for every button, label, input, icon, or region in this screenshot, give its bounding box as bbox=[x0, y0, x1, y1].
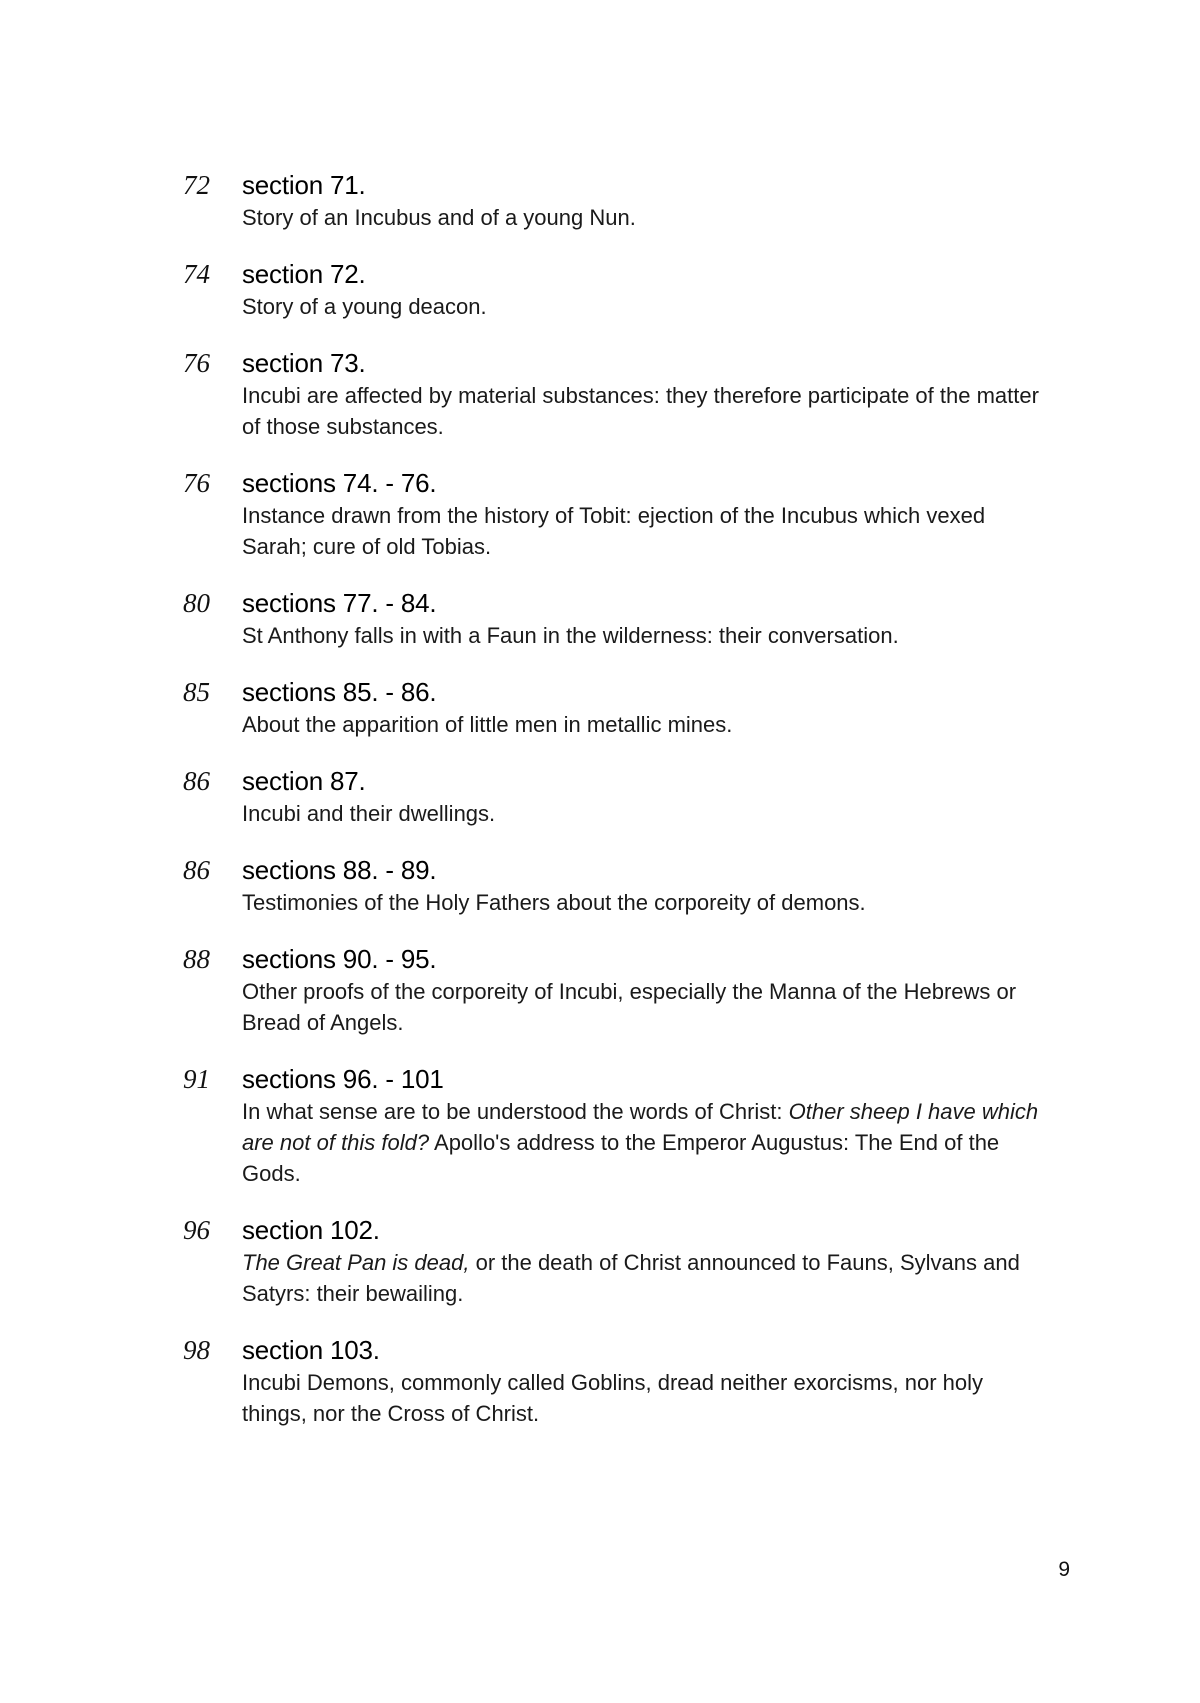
toc-entry bbox=[0, 764, 1200, 829]
section-heading: sections 77. - 84. bbox=[242, 588, 437, 618]
description-text: Story of an Incubus and of a young Nun. bbox=[242, 205, 636, 230]
description-text: Incubi are affected by material substances: they therefore participate of the matter of those substances. bbox=[242, 383, 1039, 439]
description-text: Testimonies of the Holy Fathers about the corporeity of demons. bbox=[242, 890, 866, 915]
entry-body bbox=[242, 853, 1042, 918]
section-heading: section 73. bbox=[242, 348, 366, 378]
toc-entry bbox=[0, 853, 1200, 918]
toc-entry bbox=[0, 1333, 1200, 1429]
entry-body bbox=[242, 346, 1042, 442]
toc-entry bbox=[0, 1062, 1200, 1189]
toc-entry bbox=[0, 675, 1200, 740]
section-description bbox=[242, 798, 1042, 829]
toc-entry bbox=[0, 257, 1200, 322]
page-reference: 86 bbox=[183, 766, 210, 796]
section-heading: sections 96. - 101 bbox=[242, 1064, 444, 1094]
toc-entry bbox=[0, 168, 1200, 233]
quoted-phrase: The Great Pan is dead, bbox=[242, 1250, 470, 1275]
section-description bbox=[242, 709, 1042, 740]
description-text: Incubi Demons, commonly called Goblins, dread neither exorcisms, nor holy things, nor the Cross of Christ. bbox=[242, 1370, 983, 1426]
section-description bbox=[242, 620, 1042, 651]
description-text: Instance drawn from the history of Tobit: ejection of the Incubus which vexed Sarah; cure of old Tobias. bbox=[242, 503, 986, 559]
section-heading: sections 90. - 95. bbox=[242, 944, 437, 974]
table-of-contents bbox=[0, 168, 1200, 1453]
section-heading: section 87. bbox=[242, 766, 366, 796]
section-heading: section 103. bbox=[242, 1335, 380, 1365]
description-text: Apollo's address to the Emperor Augustus: The End of the Gods. bbox=[242, 1130, 1000, 1186]
section-description bbox=[242, 202, 1042, 233]
quoted-scripture: Other sheep I have which are not of this fold? bbox=[242, 1099, 1039, 1155]
page-reference: 80 bbox=[183, 588, 210, 618]
section-description bbox=[242, 887, 1042, 918]
section-description bbox=[242, 1096, 1042, 1189]
page-reference: 96 bbox=[183, 1215, 210, 1245]
entry-body bbox=[242, 942, 1042, 1038]
page-reference: 85 bbox=[183, 677, 210, 707]
entry-body bbox=[242, 1333, 1042, 1429]
entry-body bbox=[242, 1062, 1042, 1189]
toc-entry bbox=[0, 586, 1200, 651]
entry-body bbox=[242, 168, 1042, 233]
entry-body bbox=[242, 257, 1042, 322]
page-reference: 76 bbox=[183, 468, 210, 498]
section-description bbox=[242, 1247, 1042, 1309]
entry-body bbox=[242, 586, 1042, 651]
section-heading: section 71. bbox=[242, 170, 366, 200]
description-text: Incubi and their dwellings. bbox=[242, 801, 496, 826]
page-reference: 74 bbox=[183, 259, 210, 289]
section-description bbox=[242, 380, 1042, 442]
description-text: Other proofs of the corporeity of Incubi, especially the Manna of the Hebrews or Bread of Angels. bbox=[242, 979, 1017, 1035]
toc-entry bbox=[0, 942, 1200, 1038]
description-text: Story of a young deacon. bbox=[242, 294, 487, 319]
section-description bbox=[242, 291, 1042, 322]
section-heading: sections 74. - 76. bbox=[242, 468, 437, 498]
entry-body bbox=[242, 1213, 1042, 1309]
page-reference: 86 bbox=[183, 855, 210, 885]
toc-entry bbox=[0, 346, 1200, 442]
description-text: or the death of Christ announced to Fauns, Sylvans and Satyrs: their bewailing. bbox=[242, 1250, 1020, 1306]
page-reference: 98 bbox=[183, 1335, 210, 1365]
section-heading: sections 88. - 89. bbox=[242, 855, 437, 885]
page-reference: 72 bbox=[183, 170, 210, 200]
page-reference: 88 bbox=[183, 944, 210, 974]
description-text: In what sense are to be understood the words of Christ: bbox=[242, 1099, 789, 1124]
page-reference: 76 bbox=[183, 348, 210, 378]
toc-entry bbox=[0, 466, 1200, 562]
section-description bbox=[242, 976, 1042, 1038]
section-heading: section 102. bbox=[242, 1215, 380, 1245]
entry-body bbox=[242, 466, 1042, 562]
section-heading: sections 85. - 86. bbox=[242, 677, 437, 707]
toc-entry bbox=[0, 1213, 1200, 1309]
section-description bbox=[242, 500, 1042, 562]
description-text: About the apparition of little men in metallic mines. bbox=[242, 712, 733, 737]
entry-body bbox=[242, 675, 1042, 740]
section-heading: section 72. bbox=[242, 259, 366, 289]
entry-body bbox=[242, 764, 1042, 829]
description-text: St Anthony falls in with a Faun in the wilderness: their conversation. bbox=[242, 623, 899, 648]
page-reference: 91 bbox=[183, 1064, 210, 1094]
section-description bbox=[242, 1367, 1042, 1429]
page-number: 9 bbox=[1058, 1558, 1070, 1581]
